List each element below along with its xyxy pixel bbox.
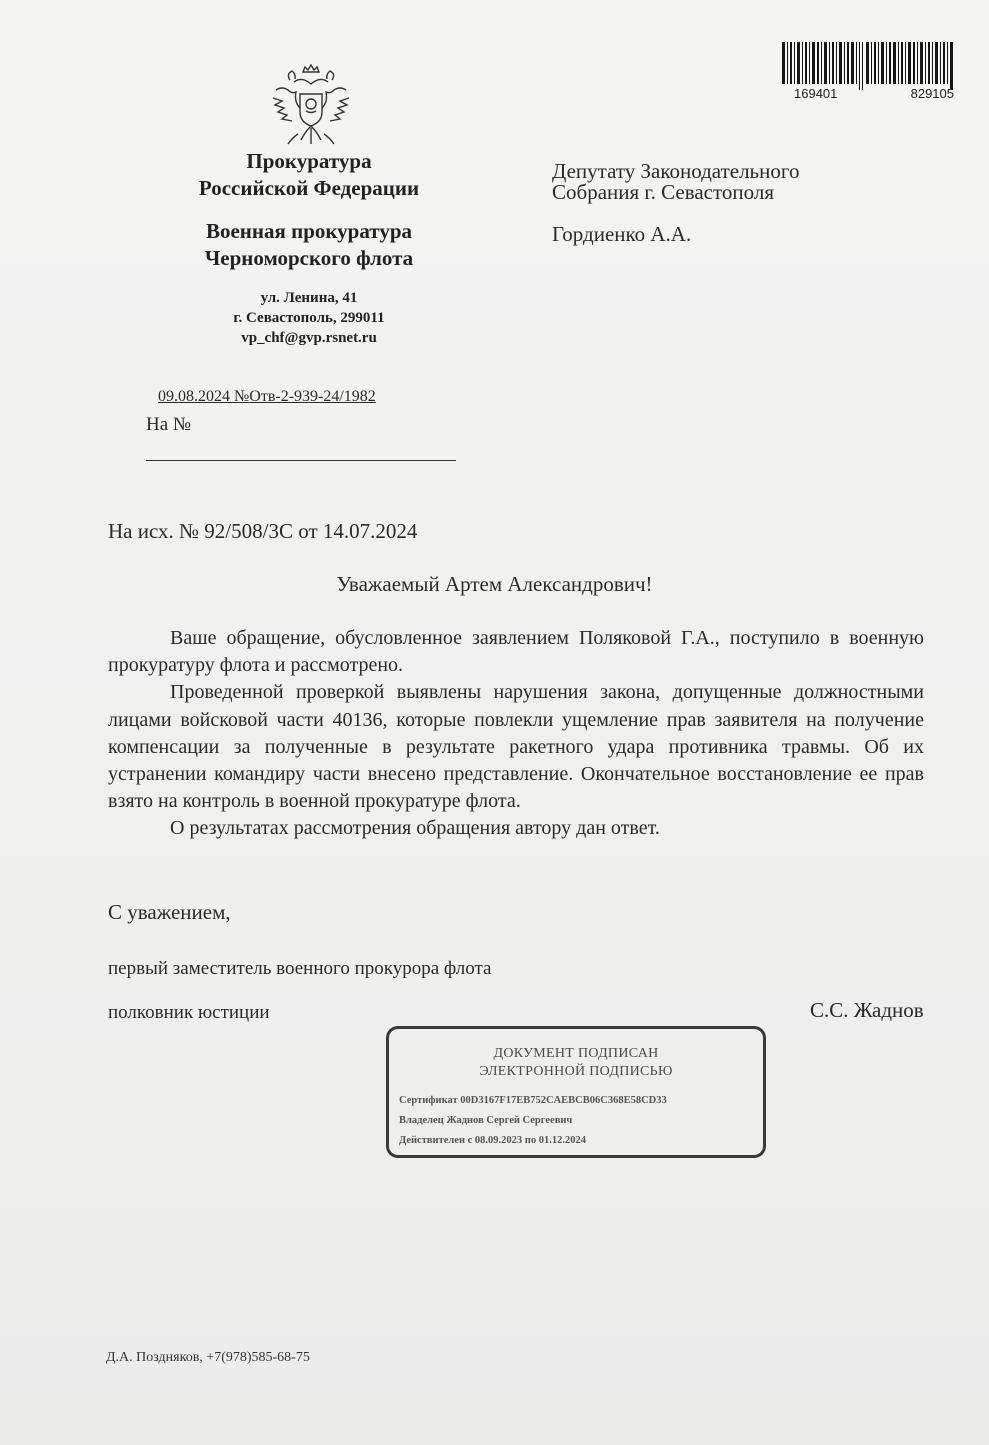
barcode-number bbox=[794, 86, 954, 101]
barcode bbox=[782, 42, 954, 90]
issuer-line-4: Черноморского флота bbox=[204, 246, 414, 270]
barcode-number-left: 169401 bbox=[794, 86, 838, 101]
issuer-line-3: Военная прокуратура bbox=[205, 219, 413, 243]
recipient-name: Гордиенко А.А. bbox=[552, 222, 692, 246]
stamp-title-line-1: ДОКУМЕНТ ПОДПИСАН bbox=[493, 1046, 659, 1061]
signer-rank: полковник юстиции bbox=[108, 1002, 270, 1023]
issuer-address-city: г. Севастополь, 299011 bbox=[233, 310, 385, 326]
electronic-signature-stamp bbox=[386, 1026, 766, 1158]
outgoing-reference: На исх. № 92/508/3С от 14.07.2024 bbox=[108, 519, 418, 543]
executor-contact: Д.А. Поздняков, +7(978)585-68-75 bbox=[106, 1350, 310, 1365]
stamp-title-line-2: ЭЛЕКТРОННОЙ ПОДПИСЬЮ bbox=[479, 1064, 673, 1079]
issuer-department bbox=[140, 218, 478, 272]
registration-date: 09.08.2024 bbox=[158, 388, 230, 405]
recipient-line-1: Депутату Законодательного bbox=[552, 159, 800, 183]
stamp-certificate: Сертификат 00D3167F17EB752CAEBCB06C368E58CD33 bbox=[399, 1095, 667, 1106]
signer-position: первый заместитель военного прокурора флота bbox=[108, 958, 492, 979]
body-paragraph-1: Ваше обращение, обусловленное заявлением Поляковой Г.А., поступило в военную прокуратуру флота и рассмотрено. bbox=[108, 627, 924, 677]
issuer-line-2: Российской Федерации bbox=[198, 176, 420, 200]
body-paragraph-3: О результатах рассмотрения обращения автору дан ответ. bbox=[170, 817, 660, 840]
issuer-line-1: Прокуратура bbox=[246, 149, 372, 173]
issuer-email: vp_chf@gvp.rsnet.ru bbox=[241, 330, 377, 346]
reply-to-blank-line bbox=[146, 460, 456, 461]
issuer-org bbox=[140, 148, 478, 202]
issuer-address-street: ул. Ленина, 41 bbox=[260, 290, 358, 306]
body-paragraph-2: Проведенной проверкой выявлены нарушения закона, допущенные должностными лицами войсковой части 40136, которые повлекли ущемление прав заявителя на получение компенсации за полученные в результате ракетного удара противника травмы. Об их устранении командиру части внесено представление. Окончательное восстановление ее прав взято на контроль в военной прокуратуре флота. bbox=[108, 681, 924, 813]
letter-body bbox=[108, 625, 924, 843]
registration-number: Отв-2-939-24/1982 bbox=[249, 388, 376, 405]
issuer-address bbox=[170, 288, 448, 348]
stamp-validity: Действителен с 08.09.2023 по 01.12.2024 bbox=[399, 1135, 586, 1146]
stamp-title bbox=[389, 1045, 763, 1081]
registration-number-label: № bbox=[234, 388, 250, 405]
recipient-line-2: Собрания г. Севастополя bbox=[552, 180, 775, 204]
registration-line bbox=[158, 388, 376, 406]
coat-of-arms-emblem-icon bbox=[270, 64, 352, 150]
barcode-number-right: 829105 bbox=[910, 86, 954, 101]
stamp-owner: Владелец Жаднов Сергей Сергеевич bbox=[399, 1115, 573, 1126]
signer-name: С.С. Жаднов bbox=[810, 998, 924, 1022]
recipient-title bbox=[552, 161, 799, 203]
reply-to-label: На № bbox=[146, 414, 192, 435]
salutation: Уважаемый Артем Александрович! bbox=[336, 572, 653, 596]
closing: С уважением, bbox=[108, 900, 231, 924]
